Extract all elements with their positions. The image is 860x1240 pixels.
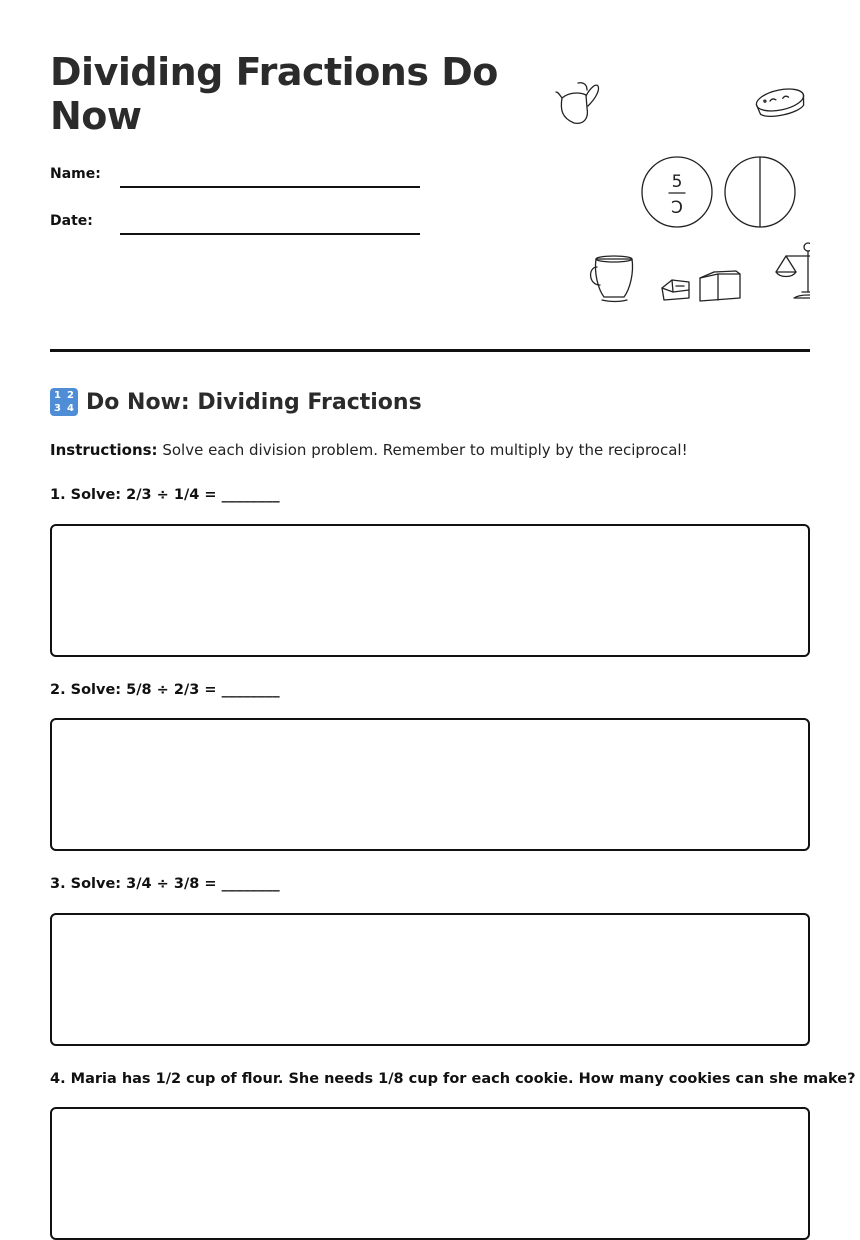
name-label: Name: <box>50 166 101 182</box>
butter-block-icon <box>700 271 740 301</box>
instructions <box>50 441 688 459</box>
section-heading <box>50 388 422 416</box>
answer-box-4[interactable] <box>50 1107 810 1240</box>
answer-box-3[interactable] <box>50 913 810 1046</box>
mug-icon <box>591 256 633 302</box>
input-numbers-icon <box>50 388 78 416</box>
name-field <box>50 166 430 196</box>
pitcher-icon <box>556 83 599 124</box>
cheese-icon <box>662 280 689 300</box>
page-title: Dividing Fractions Do Now <box>50 50 498 138</box>
emoji-digit: 3 <box>54 403 61 414</box>
header-illustrations <box>530 50 810 310</box>
question-1: 1. Solve: 2/3 ÷ 1/4 = ________ <box>50 487 280 503</box>
emoji-digit: 2 <box>67 390 74 401</box>
question-3: 3. Solve: 3/4 ÷ 3/8 = ________ <box>50 876 280 892</box>
date-label: Date: <box>50 213 93 229</box>
date-line[interactable] <box>120 233 420 235</box>
emoji-digit: 1 <box>54 390 61 401</box>
half-circle-icon <box>725 157 795 227</box>
balance-scale-icon <box>776 243 810 298</box>
question-4: 4. Maria has 1/2 cup of flour. She needs 1/8 cup for each cookie. How many cookies can she make? <box>50 1071 856 1087</box>
emoji-digit: 4 <box>67 403 74 414</box>
name-line[interactable] <box>120 186 420 188</box>
date-field <box>50 213 430 243</box>
fraction-numerator: 5 <box>671 172 683 192</box>
cake-icon <box>754 85 806 120</box>
header-divider <box>50 349 810 352</box>
answer-box-2[interactable] <box>50 718 810 851</box>
instructions-text: Solve each division problem. Remember to multiply by the reciprocal! <box>162 441 688 459</box>
fraction-denominator: Ɔ <box>671 198 683 218</box>
fraction-circle-icon <box>642 157 712 227</box>
worksheet-header <box>50 50 810 310</box>
instructions-label: Instructions: <box>50 441 158 459</box>
question-2: 2. Solve: 5/8 ÷ 2/3 = ________ <box>50 682 280 698</box>
section-heading-text: Do Now: Dividing Fractions <box>86 389 422 415</box>
answer-box-1[interactable] <box>50 524 810 657</box>
